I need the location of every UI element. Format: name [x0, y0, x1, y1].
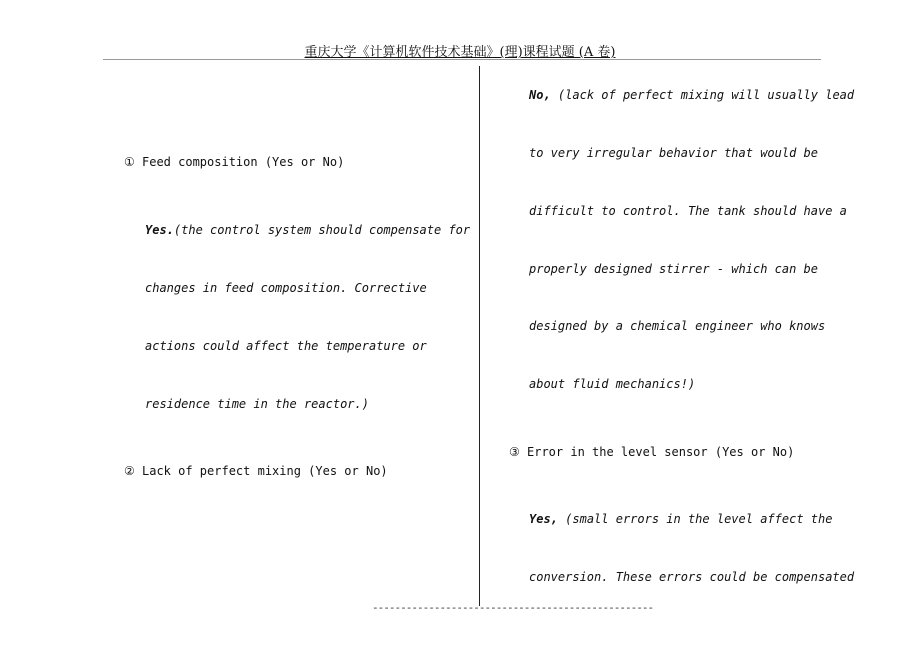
question-2-text: Lack of perfect mixing (Yes or No)	[142, 464, 388, 478]
question-2	[124, 464, 388, 478]
page-header: 重庆大学《计算机软件技术基础》(理)课程试题 (A 卷)	[304, 45, 616, 60]
answer-2-line-4: properly designed stirrer - which can be	[529, 262, 818, 276]
answer-2-line-2: to very irregular behavior that would be	[529, 146, 818, 160]
footer-dashed-rule: --------------------------------------------------	[372, 601, 654, 614]
answer-2-line-5: designed by a chemical engineer who knows	[529, 319, 826, 333]
question-3	[509, 445, 794, 459]
answer-1-verdict: Yes.	[145, 223, 174, 237]
circled-number-3: ③	[509, 445, 520, 459]
circled-number-2: ②	[124, 464, 135, 478]
answer-3-verdict: Yes,	[529, 512, 558, 526]
answer-2-line-3: difficult to control. The tank should have a	[529, 204, 847, 218]
question-3-text: Error in the level sensor (Yes or No)	[527, 445, 795, 459]
circled-number-1: ①	[124, 155, 135, 169]
answer-1-line-4: residence time in the reactor.)	[145, 397, 369, 411]
answer-3-line-2: conversion. These errors could be compensated	[529, 570, 855, 584]
answer-2-line-6: about fluid mechanics!)	[529, 377, 696, 391]
header-rule	[103, 59, 821, 60]
answer-1-line-3: actions could affect the temperature or	[145, 339, 427, 353]
answer-3-line-1: Yes, (small errors in the level affect the	[529, 512, 833, 526]
answer-1-line-2: changes in feed composition. Corrective	[145, 281, 427, 295]
answer-2-verdict: No,	[529, 88, 551, 102]
column-divider	[479, 66, 480, 606]
answer-2-line-1: No, (lack of perfect mixing will usually lead	[529, 88, 855, 102]
question-1-text: Feed composition (Yes or No)	[142, 155, 345, 169]
answer-1-line-1: Yes.(the control system should compensate for	[145, 223, 471, 237]
question-1	[124, 155, 344, 169]
